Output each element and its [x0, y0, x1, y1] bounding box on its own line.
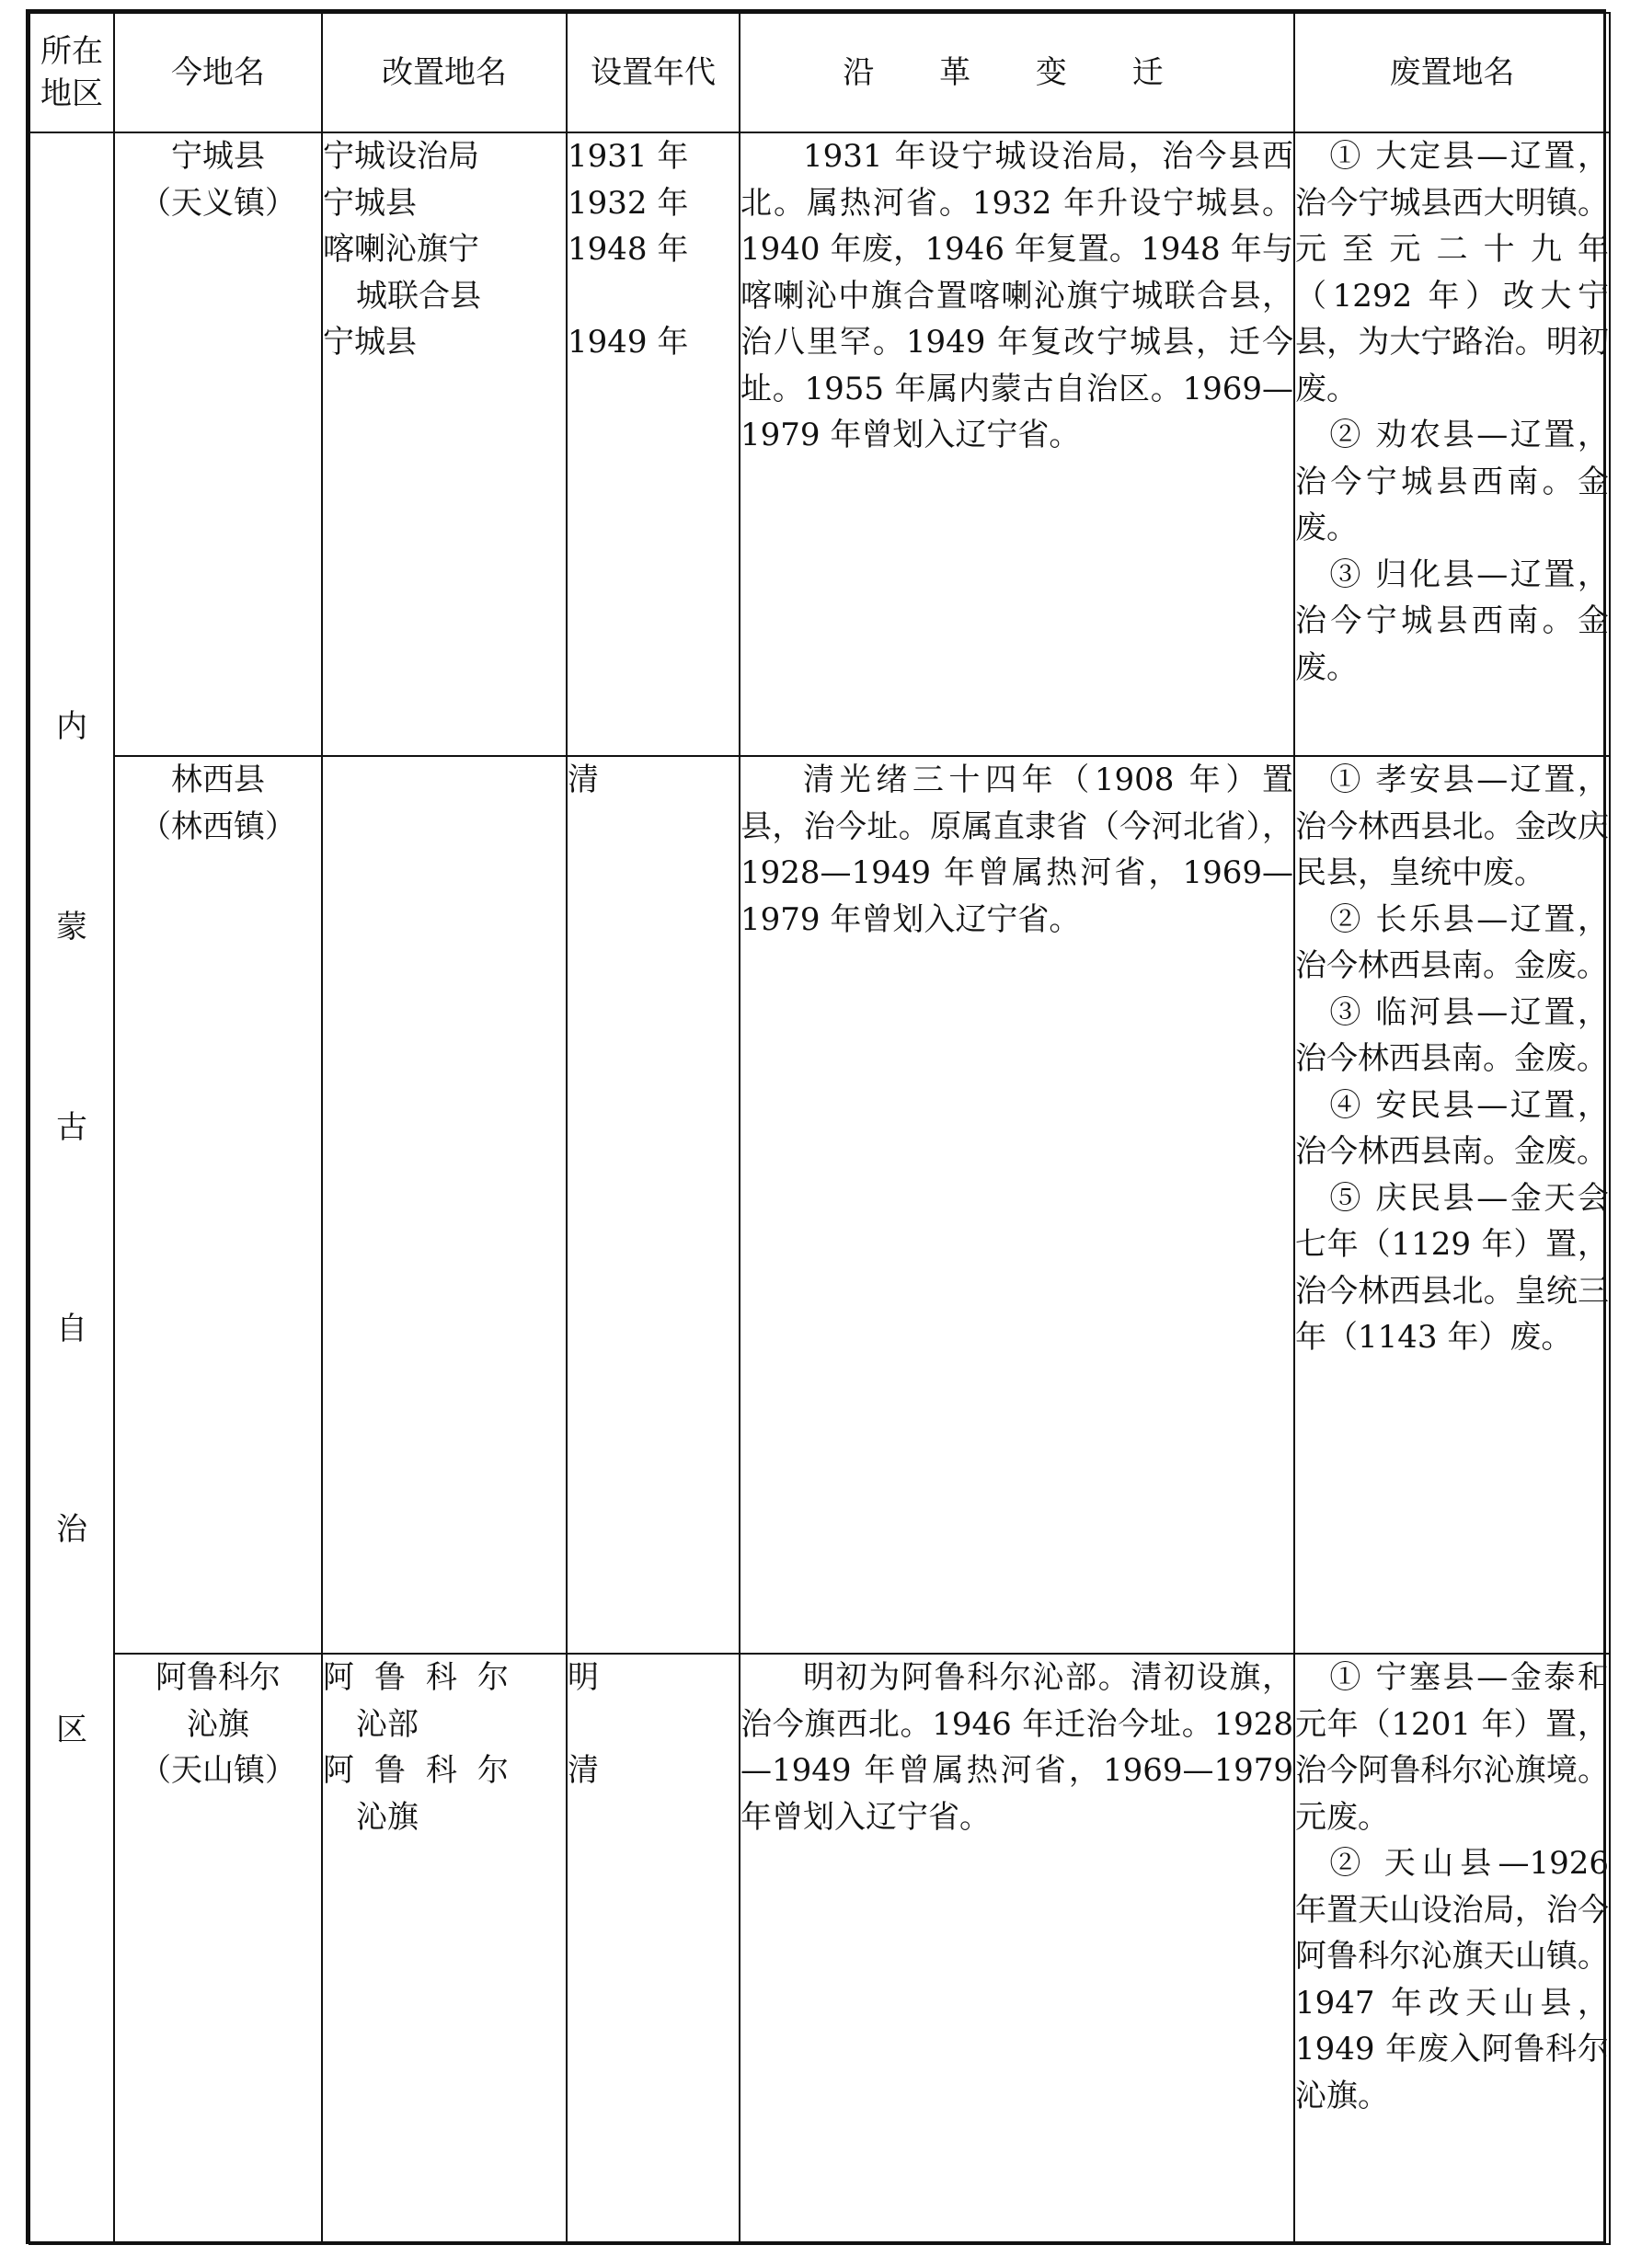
- abolished-item: ③ 临河县—辽置，治今林西县南。金废。: [1295, 993, 1609, 1077]
- header-period: 设置年代: [567, 13, 740, 132]
- abolished-item: ⑤ 庆民县—金天会七年（1129 年）置，治今林西县北。皇统三年（1143 年）废。: [1295, 1179, 1609, 1356]
- abolished-item: ② 长乐县—辽置，治今林西县南。金废。: [1295, 900, 1609, 984]
- header-current-name: 今地名: [114, 13, 322, 132]
- history-cell: [740, 132, 1294, 756]
- abolished-item: ② 天山县—1926 年置天山设治局，治今阿鲁科尔沁旗天山镇。1947 年改天山县，1949 年废入阿鲁科尔沁旗。: [1295, 1845, 1609, 2114]
- region-char: 古: [56, 1109, 87, 1147]
- abolished-item: ① 孝安县—辽置，治今林西县北。金改庆民县，皇统中废。: [1295, 762, 1609, 891]
- history-text: 1931 年设宁城设治局，治今县西北。属热河省。1932 年升设宁城县。1940 年废，1946 年复置。1948 年与喀喇沁中旗合置喀喇沁旗宁城联合县，治八里罕。1949 年复改宁城县，迁今址。1955 年属内蒙古自治区。1969—1979 年曾划入辽宁省。: [740, 138, 1293, 453]
- header-abolished: 废置地名: [1294, 13, 1610, 132]
- changed-name-cell: [322, 132, 567, 756]
- header-changed-name: 改置地名: [322, 13, 567, 132]
- current-name: 宁城县: [171, 138, 265, 175]
- abolished-cell: [1294, 756, 1610, 1654]
- changed-name: 喀喇沁旗宁: [323, 231, 479, 268]
- changed-name: 阿鲁科尔: [323, 1752, 529, 1789]
- header-history: 沿 革 变 迁: [740, 13, 1294, 132]
- header-row: [29, 13, 1610, 132]
- history-text: 明初为阿鲁科尔沁部。清初设旗，治今旗西北。1946 年迁治今址。1928—1949 年曾属热河省，1969—1979 年曾划入辽宁省。: [740, 1659, 1293, 1836]
- gazetteer-table: [29, 12, 1611, 2245]
- abolished-cell: [1294, 132, 1610, 756]
- period-cell: [567, 132, 740, 756]
- period: 1932 年: [568, 184, 689, 222]
- current-name-seat: （天山镇）: [140, 1752, 296, 1789]
- changed-name: 城联合县: [356, 277, 481, 315]
- period: 1948 年: [568, 231, 689, 268]
- changed-name: 宁城县: [323, 184, 417, 222]
- current-name: 沁旗: [187, 1705, 249, 1743]
- current-name: 阿鲁科尔: [155, 1659, 281, 1696]
- current-name: 林西县: [171, 762, 265, 798]
- history-text: 清光绪三十四年（1908 年）置县，治今址。原属直隶省（今河北省），1928—1949 年曾属热河省，1969—1979 年曾划入辽宁省。: [740, 762, 1293, 938]
- table-row: [29, 1654, 1610, 2244]
- current-name-seat: （林西镇）: [140, 808, 296, 845]
- changed-name-cell: [322, 1654, 567, 2244]
- region-char: 自: [56, 1310, 87, 1347]
- abolished-item: ② 劝农县—辽置，治今宁城县西南。金废。: [1295, 417, 1609, 546]
- table-row: [29, 132, 1610, 756]
- current-name-cell: [114, 132, 322, 756]
- abolished-item: ④ 安民县—辽置，治今林西县南。金废。: [1295, 1086, 1609, 1170]
- abolished-item: ① 宁塞县—金泰和元年（1201 年）置，治今阿鲁科尔沁旗境。元废。: [1295, 1659, 1609, 1836]
- period: 1931 年: [568, 138, 689, 175]
- changed-name: 阿鲁科尔: [323, 1659, 529, 1696]
- abolished-cell: [1294, 1654, 1610, 2244]
- changed-name: 宁城县: [323, 324, 417, 361]
- abolished-item: ① 大定县—辽置，治今宁城县西大明镇。元至元二十九年（1292 年）改大宁县，为大宁路治。明初废。: [1295, 138, 1609, 407]
- current-name-cell: [114, 756, 322, 1654]
- changed-name: 沁旗: [356, 1798, 419, 1836]
- gazetteer-table-page: [26, 9, 1609, 2244]
- abolished-item: ③ 归化县—辽置，治今宁城县西南。金废。: [1295, 556, 1609, 686]
- period: 清: [568, 1752, 599, 1789]
- period: 清: [568, 762, 599, 798]
- changed-name-cell: [322, 756, 567, 1654]
- region-char: 蒙: [56, 909, 87, 946]
- table-row: [29, 756, 1610, 1654]
- region-char: 内: [56, 708, 87, 745]
- region-cell: [29, 132, 114, 2244]
- period-cell: [567, 756, 740, 1654]
- period-cell: [567, 1654, 740, 2244]
- history-cell: [740, 756, 1294, 1654]
- changed-name: 宁城设治局: [323, 138, 479, 175]
- current-name-cell: [114, 1654, 322, 2244]
- current-name-seat: （天义镇）: [140, 184, 296, 222]
- history-cell: [740, 1654, 1294, 2244]
- period: 明: [568, 1659, 599, 1696]
- region-char: 治: [56, 1510, 87, 1548]
- region-char: 区: [56, 1711, 87, 1748]
- header-region: 所在地区: [29, 13, 114, 132]
- changed-name: 沁部: [356, 1705, 419, 1743]
- period: 1949 年: [568, 324, 689, 361]
